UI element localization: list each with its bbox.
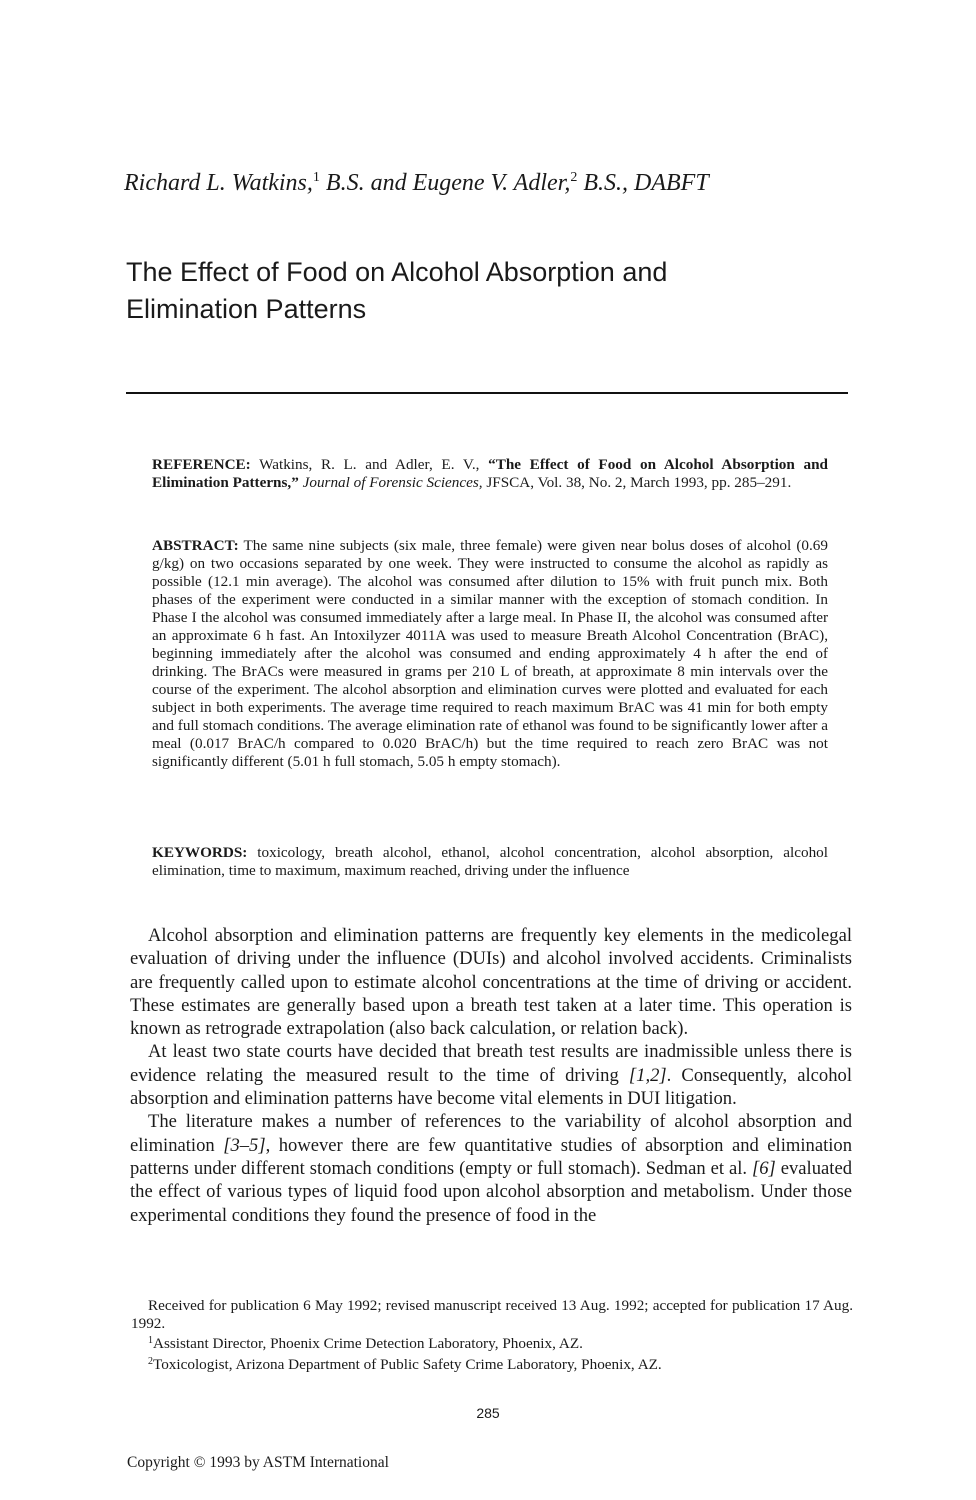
reference-block	[152, 456, 828, 492]
author-line	[124, 170, 884, 197]
author-1-name: Richard L. Watkins,	[124, 170, 313, 196]
body-text	[130, 924, 852, 1227]
citation-ref: [3–5]	[223, 1134, 266, 1156]
citation-ref: [6]	[752, 1157, 776, 1179]
author-1-degree: B.S. and	[319, 170, 413, 196]
footnote-2-text: Toxicologist, Arizona Department of Public Safety Crime Laboratory, Phoenix, AZ.	[153, 1355, 662, 1373]
body-paragraph-2-text: At least two state courts have decided that breath test results are inadmissible unless there is evidence relating the measured result to the time of driving	[130, 1041, 852, 1086]
copyright-notice: Copyright © 1993 by ASTM International	[127, 1454, 389, 1471]
author-1-footnote-mark: 1	[312, 170, 320, 185]
title-line-1: The Effect of Food on Alcohol Absorption and	[126, 257, 668, 287]
citation-ref: [1,2]	[628, 1064, 667, 1086]
keywords-label: KEYWORDS:	[152, 844, 248, 861]
abstract-block	[152, 537, 828, 771]
received-note: Received for publication 6 May 1992; revised manuscript received 13 Aug. 1992; accepted for publication 17 Aug. 1992.	[131, 1297, 853, 1332]
body-paragraph-3-text-end: evaluated the effect of various types of liquid food upon alcohol absorption and metabolism. Under those experimental conditions they found the presence of food in the	[130, 1157, 852, 1226]
body-paragraph-1: Alcohol absorption and elimination patterns are frequently key elements in the medicolegal evaluation of driving under the influence (DUIs) and alcohol involved accidents. Criminalists are frequently called upon to estimate alcohol concentrations at the time of driving or accident. These estimates are generally based upon a breath test taken at a later time. This operation is known as retrograde extrapolation (also back calculation, or relation back).	[130, 925, 852, 1040]
footnote-1	[131, 1332, 853, 1353]
reference-label: REFERENCE:	[152, 456, 251, 473]
article-title	[126, 254, 866, 328]
footnotes	[131, 1297, 853, 1373]
author-2-degree: B.S., DABFT	[577, 170, 709, 196]
page-number: 285	[476, 1405, 500, 1421]
footnote-1-mark: 1	[148, 1335, 153, 1346]
footnote-2	[131, 1353, 853, 1374]
title-line-2: Elimination Patterns	[126, 294, 367, 324]
body-paragraph-3-text: The literature makes a number of references to the variability of alcohol absorption and elimination	[130, 1111, 852, 1156]
reference-details: JFSCA, Vol. 38, No. 2, March 1993, pp. 285–291.	[482, 474, 792, 491]
body-paragraph-3	[130, 1110, 852, 1226]
author-2-footnote-mark: 2	[570, 170, 578, 185]
reference-article-title: “The Effect of Food on Alcohol Absorption and Elimination Patterns,”	[152, 456, 828, 491]
abstract-label: ABSTRACT:	[152, 537, 239, 554]
body-paragraph-2	[130, 1040, 852, 1110]
body-paragraph-3-text-mid: , however there are few quantitative studies of absorption and elimination patterns under different stomach conditions (empty or full stomach). Sedman et al.	[130, 1134, 852, 1179]
body-paragraph-2-text-end: . Consequently, alcohol absorption and elimination patterns have become vital elements in DUI litigation.	[130, 1064, 852, 1110]
author-2-name: Eugene V. Adler,	[412, 170, 571, 196]
reference-authors: Watkins, R. L. and Adler, E. V.,	[250, 456, 489, 473]
reference-journal: Journal of Forensic Sciences,	[298, 474, 483, 491]
abstract-text: The same nine subjects (six male, three female) were given near bolus doses of alcohol (0.69 g/kg) on two occasions separated by one week. They were instructed to consume the alcohol as rapidly as possible (12.1 min average). The alcohol was consumed after dilution to 15% with fruit punch mix. Both phases of the experiment were conducted in a similar manner with the exception of stomach condition. In Phase I the alcohol was consumed immediately after a large meal. In Phase II, the alcohol was consumed after an approximate 6 h fast. An Intoxilyzer 4011A was used to measure Breath Alcohol Concentration (BrAC), beginning immediately after the alcohol was consumed and ending approximately 4 h after the end of drinking. The BrACs were measured in grams per 210 L of breath, at approximate 8 min intervals over the course of the experiment. The alcohol absorption and elimination curves were plotted and evaluated for each subject in both experiments. The average time required to reach maximum BrAC was 41 min for both empty and full stomach conditions. The average elimination rate of ethanol was found to be significantly lower after a meal (0.017 BrAC/h compared to 0.020 BrAC/h) but the time required to reach zero BrAC was not significantly different (5.01 h full stomach, 5.05 h empty stomach).	[152, 537, 828, 770]
footnote-2-mark: 2	[148, 1355, 153, 1367]
keywords-block	[152, 844, 828, 880]
footnote-1-text: Assistant Director, Phoenix Crime Detection Laboratory, Phoenix, AZ.	[153, 1335, 583, 1352]
title-rule	[126, 392, 848, 394]
keywords-text: toxicology, breath alcohol, ethanol, alcohol concentration, alcohol absorption, alcohol elimination, time to maximum, maximum reached, driving under the influence	[152, 844, 828, 879]
